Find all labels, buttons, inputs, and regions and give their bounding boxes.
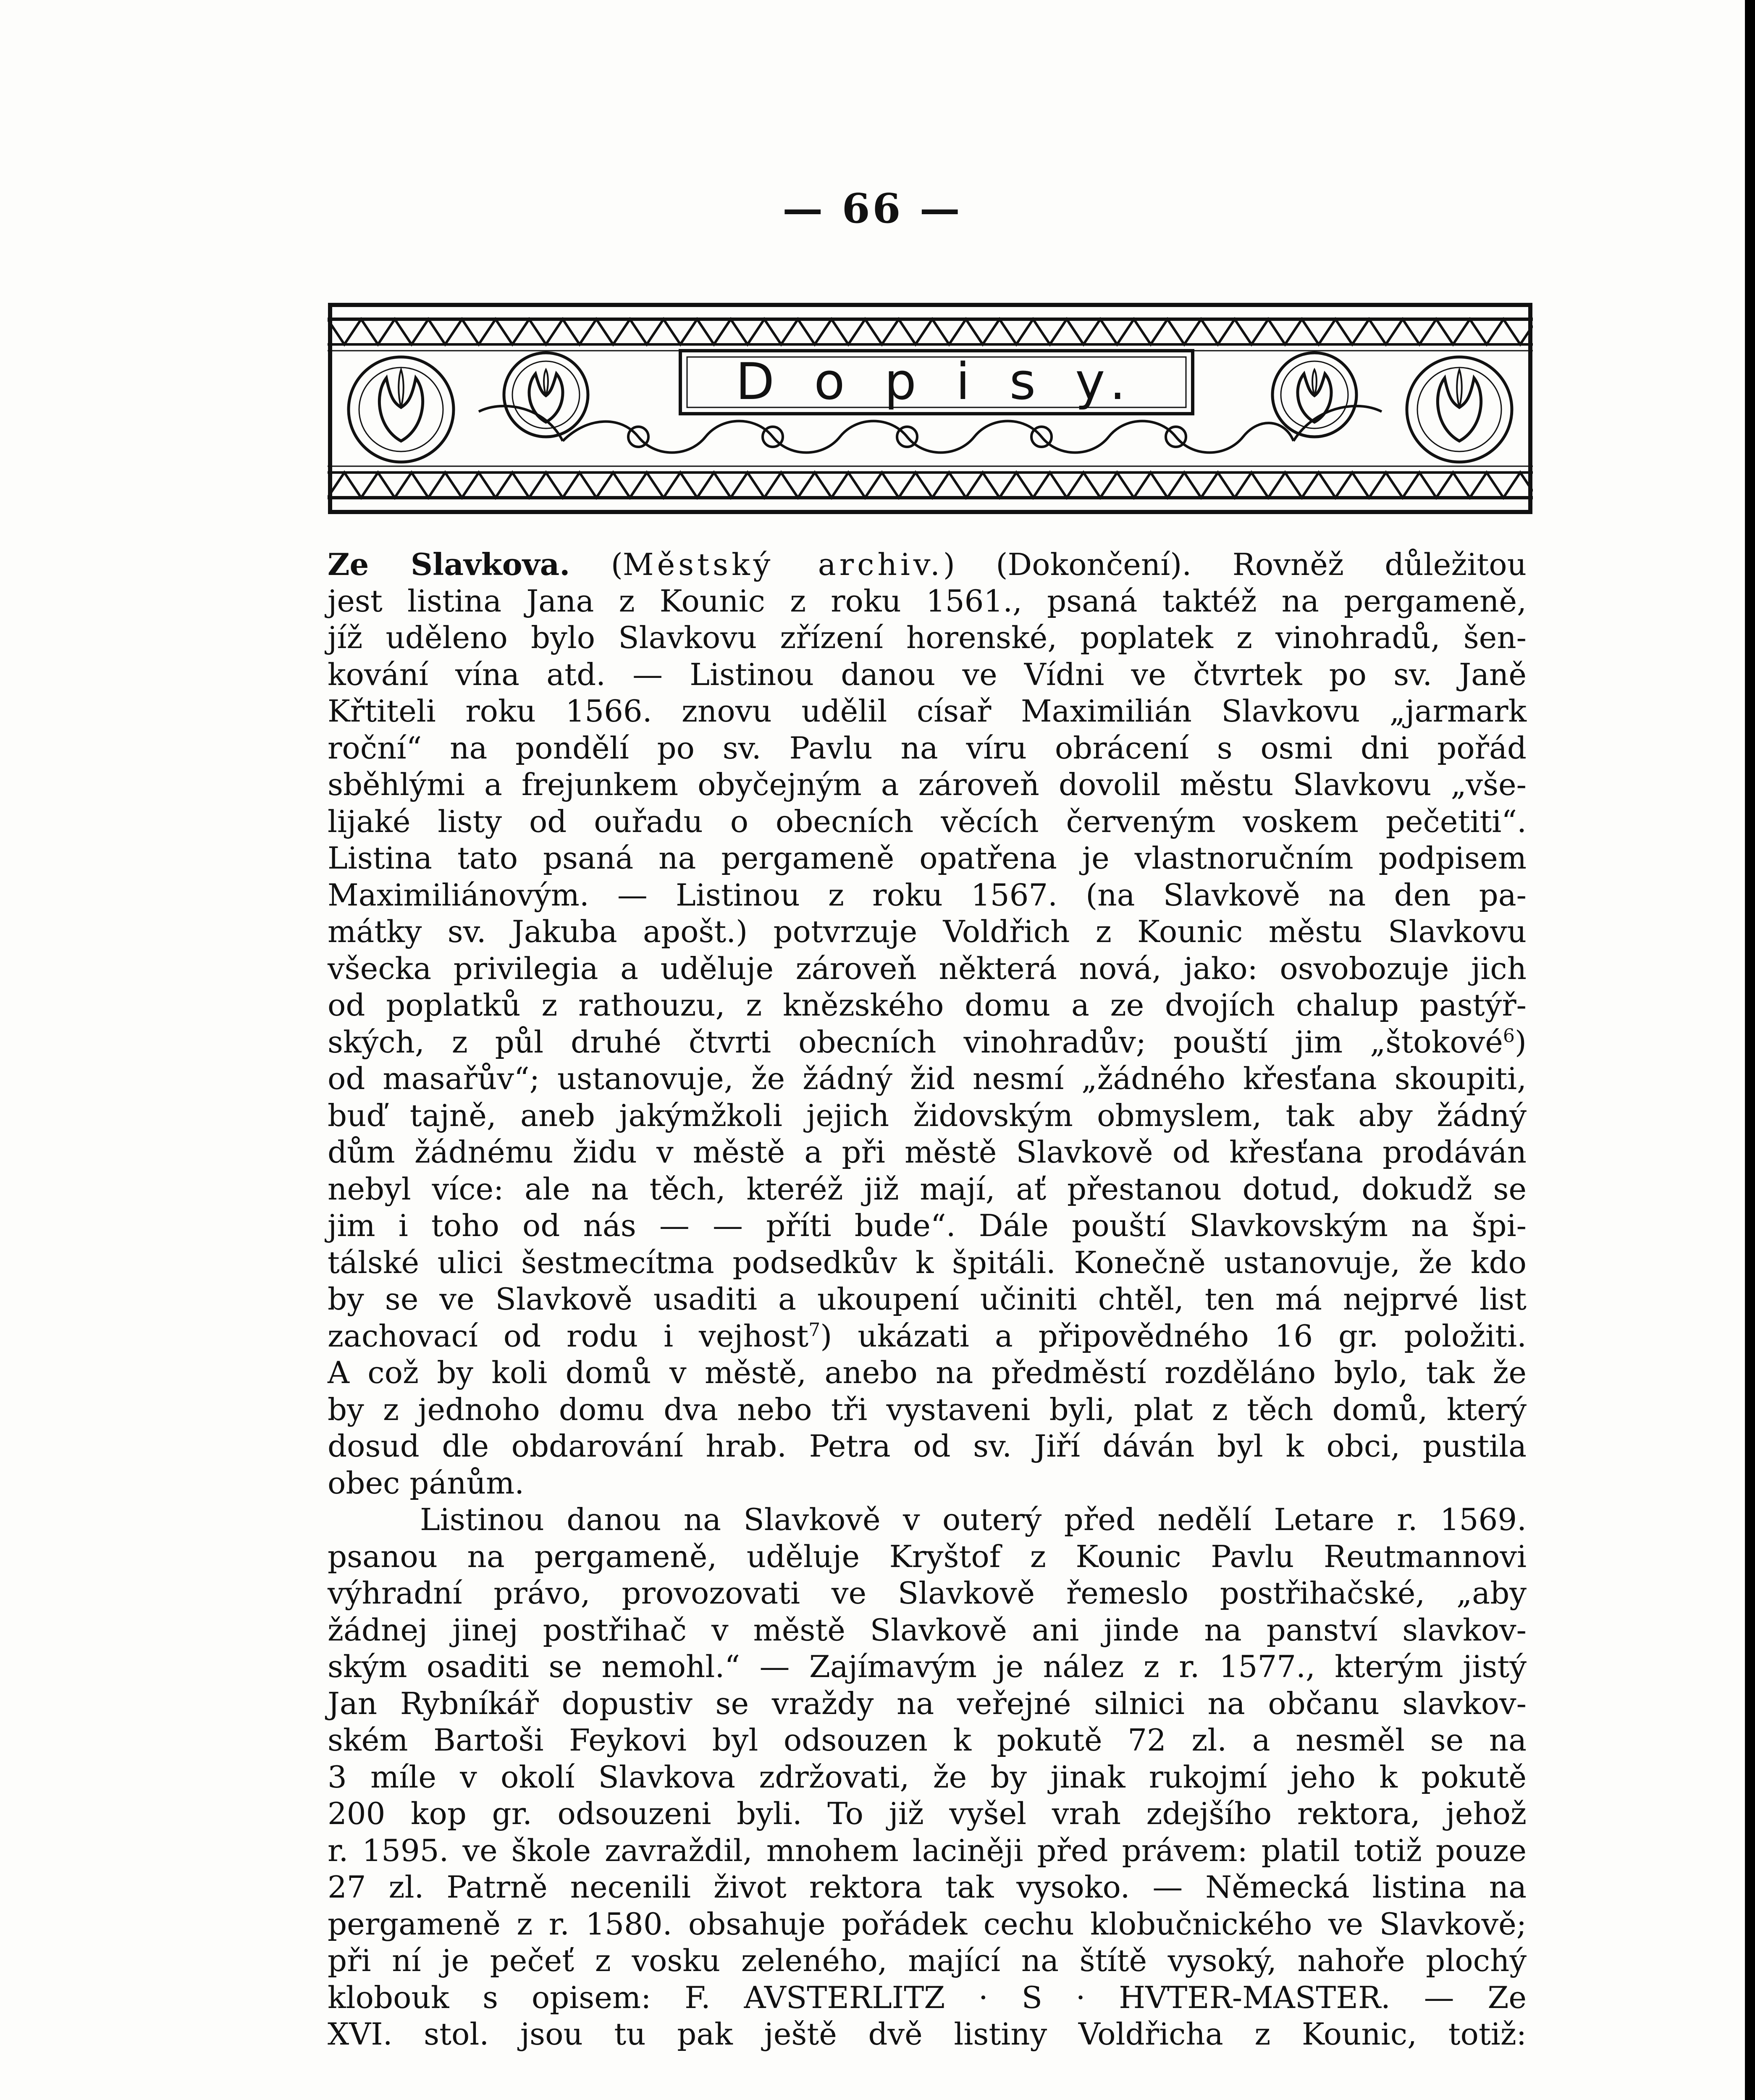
- article-place-heading: Ze Slavkova.: [328, 546, 570, 582]
- text-fragment: ) (Dokončení). Rovněž důležitou: [943, 547, 1527, 582]
- zigzag-border-bottom: [328, 472, 1533, 498]
- tulip-medallion-left-inner: [504, 353, 588, 437]
- text-line: klobouk s opisem: F. AVSTERLITZ · S · HVTER-MASTER. — Ze: [328, 1979, 1527, 2015]
- text-line: 3 míle v okolí Slavkova zdržovati, že by jinak rukojmí jeho k pokutě: [328, 1759, 1527, 1795]
- text-line: [328, 1024, 1527, 1061]
- page-number: — 66 —: [782, 185, 963, 232]
- text-line: buď tajně, aneb jakýmžkoli jejich židovským obmyslem, tak aby žádný: [328, 1097, 1527, 1133]
- text-line: ským osaditi se nemohl.“ — Zajímavým je nález z r. 1577., kterým jistý: [328, 1649, 1527, 1684]
- text-line: Jan Rybníkář dopustiv se vraždy na veřejné silnici na občanu slavkov-: [328, 1685, 1527, 1721]
- text-line: jest listina Jana z Kounic z roku 1561., psaná taktéž na pergameně,: [328, 583, 1527, 619]
- text-line: ském Bartoši Feykovi byl odsouzen k pokutě 72 zl. a nesměl se na: [328, 1722, 1527, 1758]
- tulip-medallion-left-outer: [349, 357, 454, 462]
- text-line: [328, 1318, 1527, 1355]
- footnote-ref-6: 6: [1503, 1025, 1515, 1047]
- text-line: jíž uděleno bylo Slavkovu zřízení horenské, poplatek z vinohradů, šen-: [328, 620, 1527, 655]
- text-line: mátky sv. Jakuba apošt.) potvrzuje Voldřich z Kounic městu Slavkovu: [328, 914, 1527, 949]
- text-line: kování vína atd. — Listinou danou ve Vídni ve čtvrtek po sv. Janě: [328, 656, 1527, 692]
- text-fragment: zachovací od rodu i vejhost: [328, 1318, 809, 1354]
- text-fragment: ): [1514, 1024, 1527, 1060]
- text-line: od masařův“; ustanovuje, že žádný žid nesmí „žádného křesťana skoupiti,: [328, 1061, 1527, 1096]
- text-line: pergameně z r. 1580. obsahuje pořádek cechu klobučnického ve Slavkově;: [328, 1906, 1527, 1942]
- text-line: 200 kop gr. odsouzeni byli. To již vyšel vrah zdejšího rektora, jehož: [328, 1796, 1527, 1831]
- text-line: jim i toho od nás — — příti bude“. Dále pouští Slavkovským na špi-: [328, 1208, 1527, 1243]
- text-line: psanou na pergameně, uděluje Kryštof z Kounic Pavlu Reutmannovi: [328, 1538, 1527, 1574]
- text-line: Listina tato psaná na pergameně opatřena je vlastnoručním podpisem: [328, 840, 1527, 876]
- text-line: 27 zl. Patrně necenili život rektora tak vysoko. — Německá listina na: [328, 1869, 1527, 1905]
- text-line: by se ve Slavkově usaditi a ukoupení učiniti chtěl, ten má nejprvé list: [328, 1281, 1527, 1317]
- text-fragment: ských, z půl druhé čtvrti obecních vinohradův; pouští jim „štokové: [328, 1024, 1503, 1060]
- section-title: D o p i s y.: [735, 353, 1138, 411]
- article-body: [328, 546, 1527, 2053]
- tulip-medallion-right-outer: [1407, 357, 1512, 462]
- text-line: tálské ulici šestmecítma podsedkův k špitáli. Konečně ustanovuje, že kdo: [328, 1244, 1527, 1280]
- text-line: obec pánům.: [328, 1465, 525, 1501]
- text-line: XVI. stol. jsou tu pak ještě dvě listiny Voldřicha z Kounic, totiž:: [328, 2016, 1527, 2052]
- text-line: žádnej jinej postřihač v městě Slavkově ani jinde na panství slavkov-: [328, 1612, 1527, 1648]
- text-line: dosud dle obdarování hrab. Petra od sv. Jiří dáván byl k obci, pustila: [328, 1428, 1527, 1464]
- article-source-spaced: Městský archiv.: [622, 547, 943, 582]
- text-line: Křtiteli roku 1566. znovu udělil císař Maximilián Slavkovu „jarmark: [328, 693, 1527, 729]
- text-line: roční“ na pondělí po sv. Pavlu na víru obrácení s osmi dni pořád: [328, 730, 1527, 766]
- text-line: r. 1595. ve škole zavraždil, mnohem laciněji před právem: platil totiž pouze: [328, 1832, 1527, 1868]
- text-line: od poplatků z rathouzu, z knězského domu a ze dvojích chalup pastýř-: [328, 987, 1527, 1023]
- text-line: nebyl více: ale na těch, kteréž již mají, ať přestanou dotud, dokudž se: [328, 1171, 1527, 1207]
- text-line: všecka privilegia a uděluje zároveň některá nová, jako: osvobozuje jich: [328, 950, 1527, 986]
- text-fragment: (: [570, 547, 623, 582]
- text-line: dům žádnému židu v městě a při městě Slavkově od křesťana prodáván: [328, 1134, 1527, 1170]
- zigzag-border-top: [328, 319, 1533, 344]
- text-line: by z jednoho domu dva nebo tři vystaveni byli, plat z těch domů, který: [328, 1391, 1527, 1427]
- text-line: A což by koli domů v městě, anebo na předměstí rozděláno bylo, tak že: [328, 1355, 1527, 1390]
- tulip-medallion-right-inner: [1272, 353, 1356, 437]
- text-line: Listinou danou na Slavkově v outerý před nedělí Letare r. 1569.: [420, 1502, 1527, 1537]
- text-line: [328, 546, 1527, 583]
- text-line: lijaké listy od ouřadu o obecních věcích červeným voskem pečetiti“.: [328, 803, 1527, 839]
- text-fragment: ) ukázati a připovědného 16 gr. položiti.: [820, 1318, 1527, 1354]
- text-line: při ní je pečeť z vosku zeleného, mající na štítě vysoký, nahoře plochý: [328, 1943, 1527, 1978]
- text-line: sběhlými a frejunkem obyčejným a zároveň dovolil městu Slavkovu „vše-: [328, 767, 1527, 802]
- footnote-ref-7: 7: [808, 1319, 821, 1341]
- text-line: Maximiliánovým. — Listinou z roku 1567. (na Slavkově na den pa-: [328, 877, 1527, 913]
- text-line: výhradní právo, provozovati ve Slavkově řemeslo postřihačské, „aby: [328, 1575, 1527, 1611]
